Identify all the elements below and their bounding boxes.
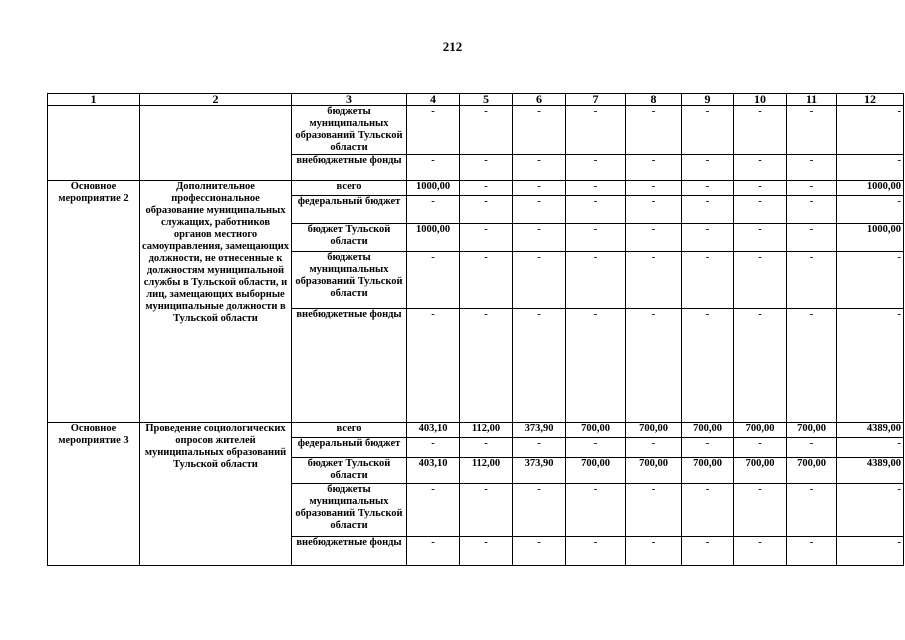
value-cell: 700,00 xyxy=(626,423,682,438)
value-cell: - xyxy=(682,155,734,181)
value-cell: - xyxy=(787,537,837,566)
value-cell: - xyxy=(460,181,513,196)
value-cell: 4389,00 xyxy=(837,423,904,438)
column-header: 12 xyxy=(837,94,904,106)
budget-table xyxy=(47,93,904,566)
column-header: 5 xyxy=(460,94,513,106)
value-cell: - xyxy=(460,438,513,458)
value-cell: 403,10 xyxy=(407,423,460,438)
value-cell: - xyxy=(682,224,734,252)
value-cell: - xyxy=(407,196,460,224)
value-cell: - xyxy=(513,252,566,309)
description-cell: Проведение социологических опросов жителей муниципальных образований Тульской области xyxy=(140,423,292,566)
value-cell: 700,00 xyxy=(682,458,734,484)
value-cell: - xyxy=(787,196,837,224)
page-number: 212 xyxy=(442,39,463,54)
value-cell: - xyxy=(460,537,513,566)
value-cell: 700,00 xyxy=(734,458,787,484)
source-cell: внебюджетные фонды xyxy=(292,309,407,423)
value-cell: - xyxy=(407,252,460,309)
value-cell: - xyxy=(734,155,787,181)
source-cell: бюджеты муниципальных образований Тульской области xyxy=(292,106,407,155)
source-cell: бюджеты муниципальных образований Тульской области xyxy=(292,252,407,309)
value-cell: - xyxy=(460,196,513,224)
source-cell: всего xyxy=(292,423,407,438)
description-cell xyxy=(140,106,292,181)
table-row xyxy=(48,181,904,196)
value-cell: - xyxy=(407,537,460,566)
value-cell: 112,00 xyxy=(460,423,513,438)
value-cell: - xyxy=(837,537,904,566)
column-header: 3 xyxy=(292,94,407,106)
value-cell: - xyxy=(566,484,626,537)
value-cell: - xyxy=(460,309,513,423)
value-cell: - xyxy=(682,196,734,224)
value-cell: - xyxy=(682,537,734,566)
value-cell: - xyxy=(837,106,904,155)
column-header: 6 xyxy=(513,94,566,106)
value-cell: - xyxy=(626,181,682,196)
source-cell: бюджет Тульской области xyxy=(292,458,407,484)
value-cell: - xyxy=(513,181,566,196)
source-cell: бюджеты муниципальных образований Тульской области xyxy=(292,484,407,537)
description-cell: Дополнительное профессиональное образование муниципальных служащих, работников органов местного самоуправления, замещающих должности, не отнесенные к должностям муниципальной службы в Тульской области, и лиц, замещающих выборные муниципальные должности в Тульской области xyxy=(140,181,292,423)
value-cell: - xyxy=(787,484,837,537)
value-cell: - xyxy=(407,106,460,155)
value-cell: 4389,00 xyxy=(837,458,904,484)
table-body xyxy=(48,94,904,566)
value-cell: - xyxy=(626,537,682,566)
value-cell: 1000,00 xyxy=(837,224,904,252)
value-cell: - xyxy=(626,309,682,423)
value-cell: - xyxy=(460,155,513,181)
value-cell: 373,90 xyxy=(513,458,566,484)
value-cell: - xyxy=(837,438,904,458)
value-cell: - xyxy=(837,309,904,423)
value-cell: 373,90 xyxy=(513,423,566,438)
value-cell: - xyxy=(407,155,460,181)
event-cell xyxy=(48,106,140,181)
source-cell: бюджет Тульской области xyxy=(292,224,407,252)
value-cell: - xyxy=(787,252,837,309)
value-cell: - xyxy=(626,438,682,458)
value-cell: - xyxy=(682,106,734,155)
event-cell: Основное мероприятие 3 xyxy=(48,423,140,566)
value-cell: - xyxy=(460,252,513,309)
source-cell: федеральный бюджет xyxy=(292,438,407,458)
value-cell: - xyxy=(460,224,513,252)
value-cell: - xyxy=(513,224,566,252)
value-cell: - xyxy=(734,224,787,252)
value-cell: - xyxy=(513,155,566,181)
value-cell: 700,00 xyxy=(566,458,626,484)
value-cell: - xyxy=(566,537,626,566)
value-cell: 1000,00 xyxy=(837,181,904,196)
value-cell: - xyxy=(682,181,734,196)
value-cell: - xyxy=(682,438,734,458)
column-header: 10 xyxy=(734,94,787,106)
value-cell: - xyxy=(407,438,460,458)
value-cell: - xyxy=(734,537,787,566)
value-cell: - xyxy=(682,309,734,423)
value-cell: - xyxy=(566,196,626,224)
value-cell: - xyxy=(837,252,904,309)
value-cell: - xyxy=(734,438,787,458)
value-cell: - xyxy=(626,252,682,309)
table-row xyxy=(48,106,904,155)
column-header: 8 xyxy=(626,94,682,106)
value-cell: - xyxy=(513,196,566,224)
value-cell: 700,00 xyxy=(626,458,682,484)
value-cell: - xyxy=(407,484,460,537)
value-cell: - xyxy=(513,106,566,155)
value-cell: 700,00 xyxy=(734,423,787,438)
value-cell: - xyxy=(787,438,837,458)
value-cell: - xyxy=(460,484,513,537)
value-cell: - xyxy=(626,484,682,537)
value-cell: - xyxy=(734,484,787,537)
value-cell: - xyxy=(734,106,787,155)
value-cell: 700,00 xyxy=(566,423,626,438)
value-cell: - xyxy=(837,484,904,537)
value-cell: - xyxy=(513,438,566,458)
table-header-row xyxy=(48,94,904,106)
value-cell: 1000,00 xyxy=(407,224,460,252)
value-cell: - xyxy=(734,252,787,309)
value-cell: - xyxy=(837,155,904,181)
column-header: 1 xyxy=(48,94,140,106)
column-header: 2 xyxy=(140,94,292,106)
table-row xyxy=(48,423,904,438)
value-cell: - xyxy=(787,106,837,155)
value-cell: 700,00 xyxy=(787,458,837,484)
value-cell: 1000,00 xyxy=(407,181,460,196)
value-cell: - xyxy=(566,106,626,155)
value-cell: - xyxy=(837,196,904,224)
value-cell: - xyxy=(566,155,626,181)
value-cell: - xyxy=(626,155,682,181)
value-cell: 700,00 xyxy=(682,423,734,438)
column-header: 7 xyxy=(566,94,626,106)
value-cell: - xyxy=(787,155,837,181)
event-cell: Основное мероприятие 2 xyxy=(48,181,140,423)
source-cell: федеральный бюджет xyxy=(292,196,407,224)
value-cell: - xyxy=(460,106,513,155)
value-cell: - xyxy=(682,484,734,537)
column-header: 11 xyxy=(787,94,837,106)
source-cell: внебюджетные фонды xyxy=(292,537,407,566)
source-cell: внебюджетные фонды xyxy=(292,155,407,181)
value-cell: - xyxy=(734,309,787,423)
value-cell: - xyxy=(626,196,682,224)
column-header: 4 xyxy=(407,94,460,106)
value-cell: - xyxy=(566,309,626,423)
value-cell: - xyxy=(566,252,626,309)
value-cell: - xyxy=(566,438,626,458)
value-cell: - xyxy=(787,309,837,423)
value-cell: - xyxy=(513,537,566,566)
value-cell: 403,10 xyxy=(407,458,460,484)
value-cell: - xyxy=(682,252,734,309)
value-cell: - xyxy=(513,309,566,423)
value-cell: - xyxy=(787,224,837,252)
value-cell: 112,00 xyxy=(460,458,513,484)
value-cell: - xyxy=(513,484,566,537)
value-cell: 700,00 xyxy=(787,423,837,438)
value-cell: - xyxy=(566,181,626,196)
value-cell: - xyxy=(407,309,460,423)
source-cell: всего xyxy=(292,181,407,196)
value-cell: - xyxy=(787,181,837,196)
value-cell: - xyxy=(566,224,626,252)
value-cell: - xyxy=(626,224,682,252)
value-cell: - xyxy=(734,181,787,196)
value-cell: - xyxy=(626,106,682,155)
value-cell: - xyxy=(734,196,787,224)
column-header: 9 xyxy=(682,94,734,106)
